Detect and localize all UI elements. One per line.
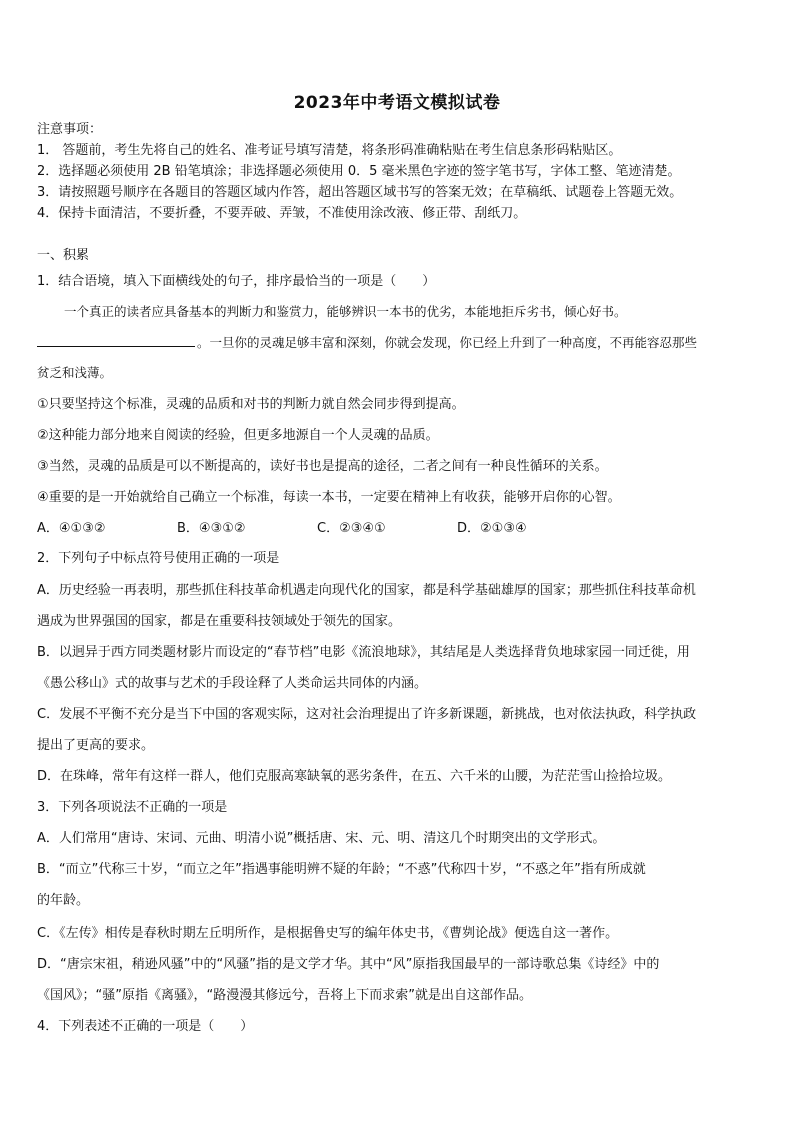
section-heading: 一、积累 [37, 248, 90, 263]
q3-option-b-cont: 的年龄。 [37, 893, 90, 908]
q1-sentence-2: ②这种能力部分地来自阅读的经验，但更多地源自一个人灵魂的品质。 [37, 428, 439, 443]
q2-option-c-cont: 提出了更高的要求。 [37, 738, 155, 753]
notice-item-2: 2．选择题必须使用 2B 铅笔填涂；非选择题必须使用 0．5 毫米黑色字迹的签字笔书写，字体工整、笔迹清楚。 [37, 164, 681, 179]
q3-option-d: D．“唐宗宋祖，稍逊风骚”中的“风骚”指的是文学才华。其中“风”原指我国最早的一部诗歌总集《诗经》中的 [37, 957, 660, 972]
q1-passage-end: 贫乏和浅薄。 [37, 365, 113, 380]
q1-passage: 一个真正的读者应具备基本的判断力和鉴赏力，能够辨识一本书的优劣，本能地拒斥劣书，倾心好书。 [64, 304, 627, 319]
q3-option-c: C．《左传》相传是春秋时期左丘明所作，是根据鲁史写的编年体史书，《曹刿论战》便选自这一著作。 [37, 926, 619, 941]
q2-option-b: B．以迥异于西方同类题材影片而设定的“春节档”电影《流浪地球》，其结尾是人类选择背负地球家园一同迁徙，用 [37, 645, 690, 660]
answer-blank [37, 334, 195, 347]
q2-option-b-cont: 《愚公移山》式的故事与艺术的手段诠释了人类命运共同体的内涵。 [37, 676, 428, 691]
q1-stem: 1．结合语境，填入下面横线处的句子，排序最恰当的一项是（ ） [37, 274, 436, 289]
q3-stem: 3．下列各项说法不正确的一项是 [37, 800, 228, 815]
q3-option-a: A．人们常用“唐诗、宋词、元曲、明清小说”概括唐、宋、元、明、清这几个时期突出的文学形式。 [37, 831, 606, 846]
q3-option-b: B．“而立”代称三十岁，“而立之年”指遇事能明辨不疑的年龄；“不惑”代称四十岁，“不惑之年”指有所成就 [37, 862, 646, 877]
q1-option-a[interactable]: A．④①③② [37, 521, 106, 536]
q1-option-d[interactable]: D．②①③④ [457, 521, 527, 536]
q1-passage-blank-line [37, 334, 757, 352]
q2-stem: 2．下列句子中标点符号使用正确的一项是 [37, 551, 280, 566]
notice-heading: 注意事项： [37, 122, 103, 137]
notice-item-3: 3．请按照题号顺序在各题目的答题区域内作答，超出答题区域书写的答案无效；在草稿纸、试题卷上答题无效。 [37, 185, 683, 200]
q2-option-a-cont: 遇成为世界强国的国家，都是在重要科技领域处于领先的国家。 [37, 614, 402, 629]
q2-option-a: A．历史经验一再表明，那些抓住科技革命机遇走向现代化的国家，都是科学基础雄厚的国家；那些抓住科技革命机 [37, 583, 696, 598]
q1-passage-continued: 。一旦你的灵魂足够丰富和深刻，你就会发现，你已经上升到了一种高度，不再能容忍那些 [197, 335, 698, 350]
q2-option-d: D．在珠峰，常年有这样一群人，他们克服高寒缺氧的恶劣条件，在五、六千米的山腰，为茫茫雪山捡拾垃圾。 [37, 769, 672, 784]
q1-option-b[interactable]: B．④③①② [177, 521, 246, 536]
q1-sentence-4: ④重要的是一开始就给自己确立一个标准，每读一本书，一定要在精神上有收获，能够开启你的心智。 [37, 490, 621, 505]
notice-item-4: 4．保持卡面清洁，不要折叠，不要弄破、弄皱，不准使用涂改液、修正带、刮纸刀。 [37, 206, 527, 221]
q1-options [37, 520, 757, 538]
q1-option-c[interactable]: C．②③④① [317, 521, 386, 536]
page-title: 2023年中考语文模拟试卷 [293, 93, 501, 113]
q2-option-c: C．发展不平衡不充分是当下中国的客观实际，这对社会治理提出了许多新课题，新挑战，也对依法执政，科学执政 [37, 707, 697, 722]
q1-sentence-3: ③当然，灵魂的品质是可以不断提高的，读好书也是提高的途径，二者之间有一种良性循环的关系。 [37, 459, 608, 474]
q1-sentence-1: ①只要坚持这个标准，灵魂的品质和对书的判断力就自然会同步得到提高。 [37, 397, 465, 412]
q4-stem: 4．下列表述不正确的一项是（ ） [37, 1019, 254, 1034]
notice-item-1: 1． 答题前，考生先将自己的姓名、准考证号填写清楚，将条形码准确粘贴在考生信息条形码粘贴区。 [37, 143, 622, 158]
q3-option-d-cont: 《国风》；“骚”原指《离骚》，“路漫漫其修远兮，吾将上下而求索”就是出自这部作品。 [37, 988, 532, 1003]
